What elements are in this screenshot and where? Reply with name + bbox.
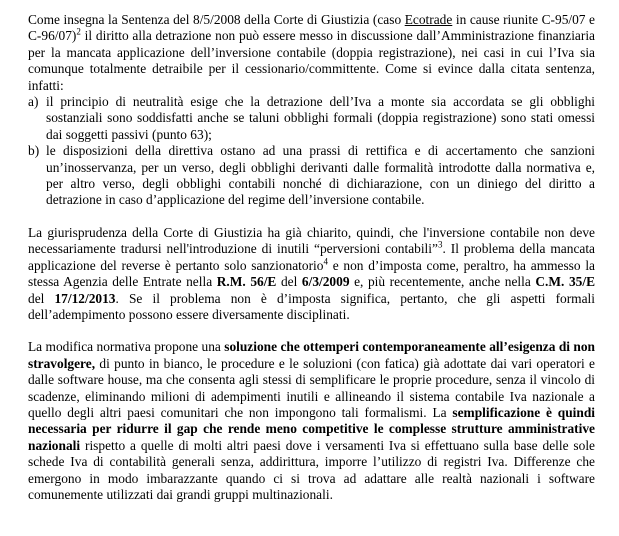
text-span: in cause riunite C-95/07 e C-96/07) — [28, 12, 595, 44]
list-marker: a) — [28, 94, 39, 110]
list-item — [28, 143, 595, 209]
list-item-text: le disposizioni della direttiva ostano ad una prassi di rettifica e di accertamento che sanzioni un’inosservanza, per un verso, degli obblighi derivanti dalle formalità introdotte dalla normativa e, per altro verso, degli obblighi contabili nonché di dichiarazione, con un diniego del diritto a detrazione in caso d’applicazione del regime dell’inversione contabile. — [46, 143, 595, 208]
list-marker: b) — [28, 143, 40, 159]
text-span: Come insegna la Sentenza del 8/5/2008 della Corte di Giustizia (caso — [28, 12, 405, 27]
text-span: . Il problema della mancata applicazione del reverse è pertanto solo sanzionatorio — [28, 241, 595, 273]
text-span: La modifica normativa propone una — [28, 339, 225, 355]
circular-ref: C.M. 35/E — [535, 274, 596, 290]
case-name: Ecotrade — [404, 12, 453, 27]
text-span: e non d’imposta come, peraltro, ha ammesso la stessa Agenzia delle Entrate nella — [28, 257, 595, 290]
text-span: il diritto alla detrazione non può essere messo in discussione dall’Amministrazione finanziaria per la mancata applicazione dell’inversione contabile (doppia registrazione), nei casi in cui l’Iva sia comunque totalmente detraibile per il cessionario/committente. Come si evince dalla citata sentenza, infatti: — [28, 28, 595, 93]
text-span: del — [276, 274, 302, 290]
paragraph-proposed-change — [28, 339, 595, 503]
footnote-ref-3[interactable]: 3 — [437, 239, 443, 250]
bold-phrase: soluzione che ottemperi contemporaneamente all’esigenza di non stravolgere, — [28, 339, 595, 371]
ruling-points-list — [28, 94, 595, 209]
paragraph-gap — [28, 323, 595, 339]
text-span: La giurisprudenza della Corte di Giustizia ha già chiarito, quindi, che l'inversione contabile non deve necessariamente tradursi nell'introduzione di inutili “perversioni contabili” — [28, 224, 595, 257]
circular-date: 17/12/2013 — [54, 290, 116, 306]
text-span: . Se il problema non è d’imposta significa, pertanto, che gli aspetti formali dell’adempimento possono essere diversamente disciplinati. — [28, 290, 595, 322]
bold-phrase: semplificazione è quindi necessaria per ridurre il gap che rende meno competitive le complesse strutture amministrative nazionali — [28, 404, 595, 453]
footnote-ref-4[interactable]: 4 — [323, 256, 328, 267]
paragraph-gap — [28, 209, 595, 225]
list-item-text: il principio di neutralità esige che la detrazione dell’Iva a monte sia accordata se gli obblighi sostanziali sono soddisfatti anche se taluni obblighi formali (doppia registrazione) sono stati omessi dai soggetti passivi (punto 63); — [46, 94, 595, 142]
text-span: e, più recentemente, anche nella — [349, 274, 536, 290]
text-span: del — [28, 290, 55, 306]
resolution-ref: R.M. 56/E — [216, 274, 277, 290]
resolution-date: 6/3/2009 — [301, 274, 350, 290]
text-span: rispetto a quelle di molti altri paesi dove i versamenti Iva si effettuano sulla base delle sole schede Iva di contabilità generali senza, addirittura, imporre l’utilizzo di registri Iva. Differenze che emergono in modo imbarazzante quando ci si trova ad adattare alle realtà nazionali i software comunemente utilizzati dai grandi gruppi multinazionali. — [28, 437, 595, 502]
footnote-ref-2[interactable]: 2 — [76, 26, 81, 37]
list-item — [28, 94, 595, 143]
paragraph-jurisprudence — [28, 225, 595, 323]
text-span: di punto in bianco, le procedure e le soluzioni (con fatica) già adottate dai vari operatori e dalle software house, ma che consenta agli stessi di semplificare le proprie procedure, senza il vincolo di scadenze, eliminando milioni di adempimenti inutili e allineando il sistema contabile Iva nazionale a quello degli altri paesi comunitari che non impongono tali formalismi. La — [28, 355, 595, 420]
paragraph-ecotrade-ruling — [28, 12, 595, 94]
